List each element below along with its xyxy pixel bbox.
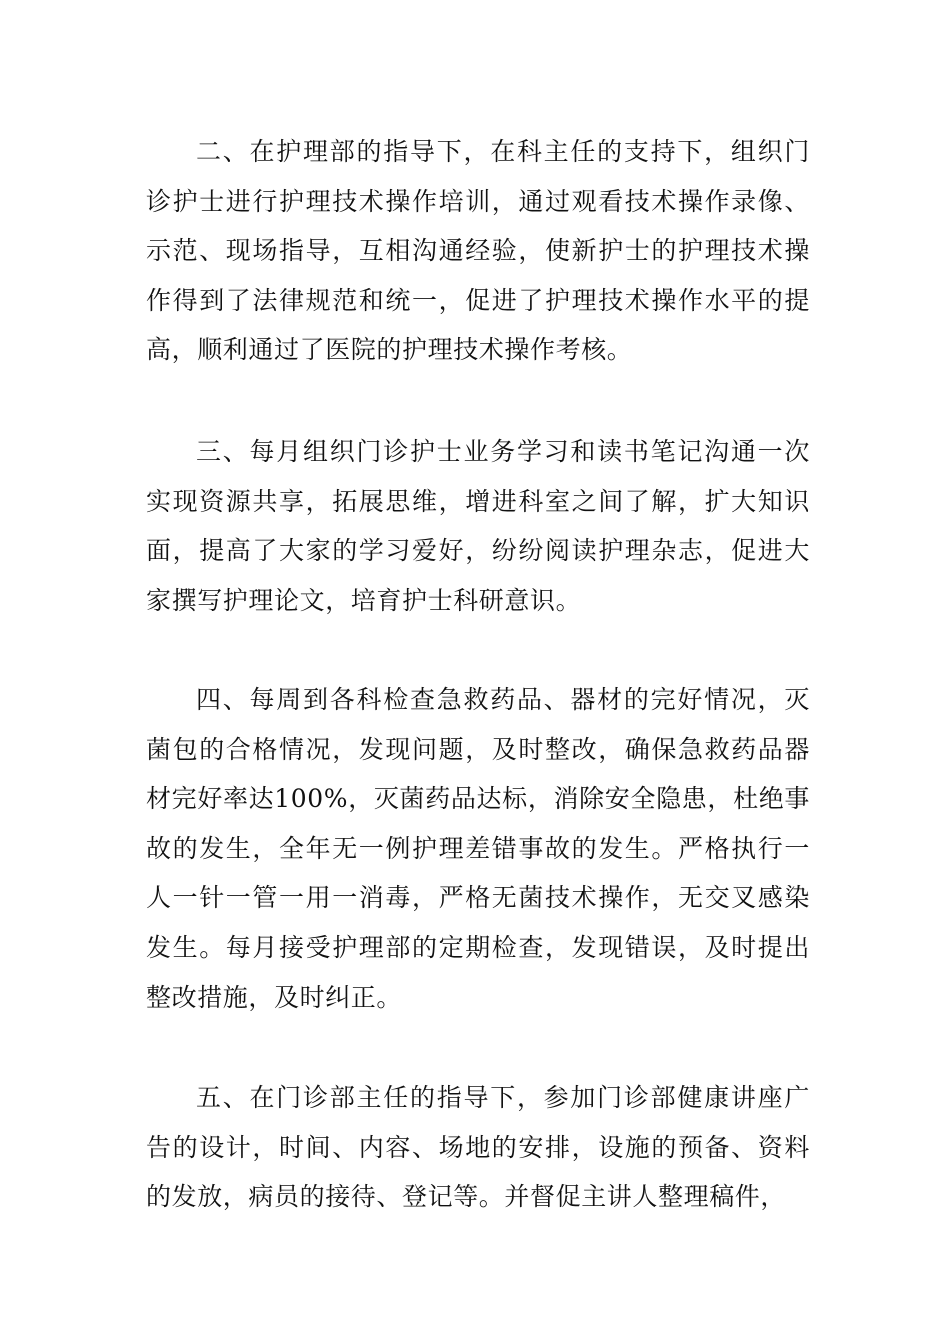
paragraph-section-2: 二、在护理部的指导下，在科主任的支持下，组织门诊护士进行护理技术操作培训，通过观看技术操作录像、示范、现场指导，互相沟通经验，使新护士的护理技术操作得到了法律规范和统一，促进了护理技术操作水平的提高，顺利通过了医院的护理技术操作考核。 (146, 137, 810, 365)
paragraph-section-4: 四、每周到各科检查急救药品、器材的完好情况，灭菌包的合格情况，发现问题，及时整改，确保急救药品器材完好率达100%，灭菌药品达标，消除安全隐患，杜绝事故的发生，全年无一例护理差错事故的发生。严格执行一人一针一管一用一消毒，严格无菌技术操作，无交叉感染发生。每月接受护理部的定期检查，发现错误，及时提出整改措施，及时纠正。 (146, 685, 810, 1012)
paragraph-section-3: 三、每月组织门诊护士业务学习和读书笔记沟通一次实现资源共享，拓展思维，增进科室之间了解，扩大知识面，提高了大家的学习爱好，纷纷阅读护理杂志，促进大家撰写护理论文，培育护士科研意识。 (146, 437, 810, 615)
paragraph-section-5: 五、在门诊部主任的指导下，参加门诊部健康讲座广告的设计，时间、内容、场地的安排，设施的预备、资料的发放，病员的接待、登记等。并督促主讲人整理稿件， (146, 1083, 810, 1212)
